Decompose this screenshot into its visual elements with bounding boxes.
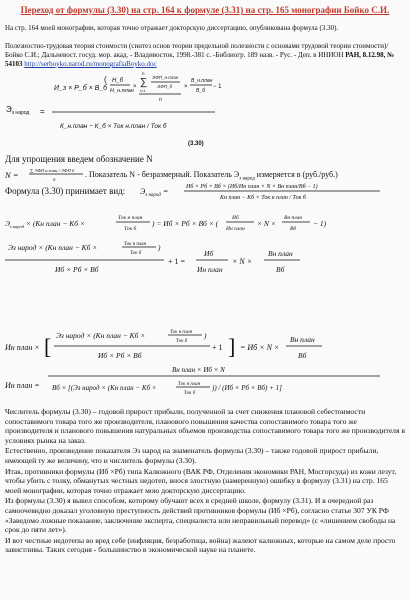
svg-text:Эз народ × (Кн план − Кб ×: Эз народ × (Кн план − Кб × (56, 331, 146, 340)
svg-text:Иб: Иб (204, 249, 214, 258)
f330-label: (3.30) (188, 141, 204, 147)
svg-text:Вб: Вб (276, 265, 285, 274)
n-def-num: ∑ ЭФП н.план / ЭФП б (30, 168, 75, 173)
reference-deposit: РАН, 8.12.98, № 54103 (5, 51, 395, 68)
formula-3-30 (0, 68, 410, 154)
svg-text:− 1): − 1) (313, 219, 327, 228)
reference-paragraph (5, 42, 405, 69)
svg-text:]: ] (228, 334, 236, 359)
svg-text:Вн план × Иб × N: Вн план × Иб × N (172, 366, 225, 374)
f330-sum: ∑ (140, 77, 148, 88)
svg-text:Ин план: Ин план (226, 226, 245, 232)
svg-text:Кн план − Кб × Ток н план / То: Кн план − Кб × Ток н план / Ток б (220, 195, 306, 201)
svg-text:Иб × Рб × Вб: Иб × Рб × Вб (55, 265, 99, 274)
svg-text:+ 1 =: + 1 = (168, 257, 186, 266)
f330-sum-frac-num: ЭФП_н.план (152, 75, 179, 80)
equation-2 (0, 240, 410, 288)
body-paragraph-3: Итак, противники формулы (Иб ×Рб) типа Калюжного (ВАК РФ, Отделения экономики РАН, Мосгорсуда) из кожи лезут, чтобы убить с толку, обманутых честных недотеп, внося злостную (намеренную) ошибку в формулу (3.31) на стр. 165 моей монографии, которая точно отражает мою докторскую диссертацию. (5, 466, 397, 495)
n-definition-lhs: N = (5, 170, 19, 180)
n-definition-fraction (29, 166, 85, 184)
simplify-line: Для упрощения введем обозначение N (5, 154, 153, 164)
svg-text:Ин план: Ин план (197, 265, 223, 274)
f330-sum-n: n (159, 97, 162, 103)
svg-text:+ 1: + 1 (212, 343, 223, 352)
svg-text:Ток н план: Ток н план (170, 330, 193, 335)
svg-text:Ток н план: Ток н план (124, 242, 147, 247)
svg-text:× N ×: × N × (257, 219, 276, 228)
f330-times: × (133, 84, 137, 90)
equation-4 (0, 360, 410, 410)
svg-text:Иб × Рб × Вб: Иб × Рб × Вб (98, 351, 142, 360)
svg-text:): ) (204, 331, 207, 340)
f330-minus-one: − 1 (213, 84, 222, 90)
svg-text:Вб × [(Эз народ × (Кн план − К: Вб × [(Эз народ × (Кн план − Кб × (52, 384, 157, 392)
svg-text:Эз народ × (Кн план − Кб ×: Эз народ × (Кн план − Кб × (8, 243, 98, 252)
f330-right-num: В_н.план (191, 78, 213, 84)
intro-paragraph: На стр. 164 моей монографии, которая точно отражает докторскую диссертацию, опубликована формула (3.30). (5, 24, 339, 32)
equation-1 (0, 210, 410, 236)
svg-text:Иб × Рб × Вб × (Иб/Ин план × N: Иб × Рб × Вб × (Иб/Ин план × N × Вн план/Вб − 1) (186, 184, 318, 190)
f330-num-left: И_з × P_б × В_б (54, 85, 108, 92)
body-text (5, 407, 405, 556)
f330-right-den: В_б (196, 88, 205, 94)
f330-inner-num: Н_б (112, 78, 124, 84)
f330-sum-frac-den: ЭФП_б (157, 84, 173, 89)
svg-text:Ток б: Ток б (184, 391, 196, 396)
f330-sum-top: n (142, 71, 145, 76)
page-title: Переход от формулы (3.30) на стр. 164 к формуле (3.31) на стр. 165 монографии Бойко С.И. (20, 5, 390, 15)
svg-text:Ток н план: Ток н план (178, 382, 201, 387)
svg-text:Ин план =: Ин план = (5, 381, 40, 390)
f330-paren-open: ( (104, 75, 107, 84)
svg-text:Ток б: Ток б (124, 226, 137, 232)
svg-text:Вн план: Вн план (290, 335, 315, 344)
svg-text:Эз народ =: $Э_{з народ}$ = (140, 187, 169, 198)
svg-text:Вн план: Вн план (284, 215, 303, 221)
f330-denominator: К_н.план − К_б × Ток н.план / Ток б (60, 123, 167, 130)
svg-text:) = Иб × Рб × Вб × (: ) = Иб × Рб × Вб × ( (152, 219, 219, 228)
n-definition-desc: . Показатель N - безразмерный. Показатель $Э_{з народ}$ измеряется в (руб./руб.) (85, 170, 338, 182)
formula-compact (140, 180, 410, 202)
svg-text:Ин план ×: Ин план × (5, 343, 40, 352)
svg-text:Вб: Вб (298, 351, 307, 360)
svg-text:Ток б: Ток б (176, 339, 188, 344)
f330-times-2: × (184, 84, 188, 90)
reference-text: Полезностно-трудовая теория стоимости (синтез основ теории предельной полезности с основами трудовой теории стоимости)/ Бойко С.И.; Дальневост. госуд. мор. акад. - Владивосток, 1998.-381 с. -Библиогр. 189 назв. - Рус. - Деп. в ИНИОН (5, 42, 389, 59)
svg-text:Иб: Иб (232, 215, 239, 221)
svg-text:Вн план: Вн план (268, 249, 293, 258)
svg-text:): ) (158, 243, 161, 252)
svg-text:Ток н план: Ток н план (118, 215, 143, 221)
body-paragraph-5: И вот честные недотепы во вред себе (инфляция, безработица, война) жалеют калюжных, которые на самом деле просто завистливы. Таких сегодня - большинство в экономической науке на планете. (5, 535, 396, 555)
f330-equals: = (40, 107, 45, 116)
svg-text:[: [ (44, 334, 52, 359)
f330-sum-var: i=1 (140, 88, 146, 93)
svg-text:Ток б: Ток б (130, 251, 142, 256)
body-paragraph-1: Числитель формулы (3.30) – годовой прирост прибыли, полученной за счет снижения плановой себестоимости сопоставимого товара того же производителя, планового повышения качества сопоставимого товара того же производителя и планового повышения натуральных объемов производства сопоставимого товара того же производителя в условиях рынка на заказ. (5, 407, 405, 445)
monograph-link[interactable]: http://serboyko.narod.ru/monografiaBoyko.doc (24, 60, 157, 68)
svg-text:× N ×: × N × (232, 257, 253, 266)
body-paragraph-4: Из формулы (3.30) я вывел способом, которому обучают всех в средней школе, формулу (3.31). И в очередной раз самоочевидно доказал уголовную преступность действий противников формулы (Иб ×Рб), согласно статье 307 УК РФ «Заведомо ложные показание, заключение эксперта, специалиста или неправильный перевод» (с «лишением свободы на срок до пяти лет»). (5, 496, 396, 535)
body-paragraph-2: Естественно, произведение показателя Эз народ на знаменатель формулы (3.30) – также годовой прирост прибыли, имеющей ту же величину, что и числитель формулы (3.30). (5, 446, 379, 465)
f330-inner-den: Н_н.план (110, 88, 134, 94)
svg-text:)) / (Иб × Рб × Вб) + 1]: )) / (Иб × Рб × Вб) + 1] (212, 384, 282, 392)
f330-lhs: $Э_{з народ}$ (6, 105, 30, 116)
formula-form-label: Формула (3.30) принимает вид: (5, 186, 126, 196)
svg-text:Эз народ × (Кн план − Кб ×: $Э_{з народ} \times (Кн$ план − Кб × (5, 219, 85, 229)
svg-text:Вб: Вб (290, 226, 297, 232)
n-def-den: n (53, 178, 56, 183)
svg-text:= Иб × N ×: = Иб × N × (240, 343, 280, 352)
